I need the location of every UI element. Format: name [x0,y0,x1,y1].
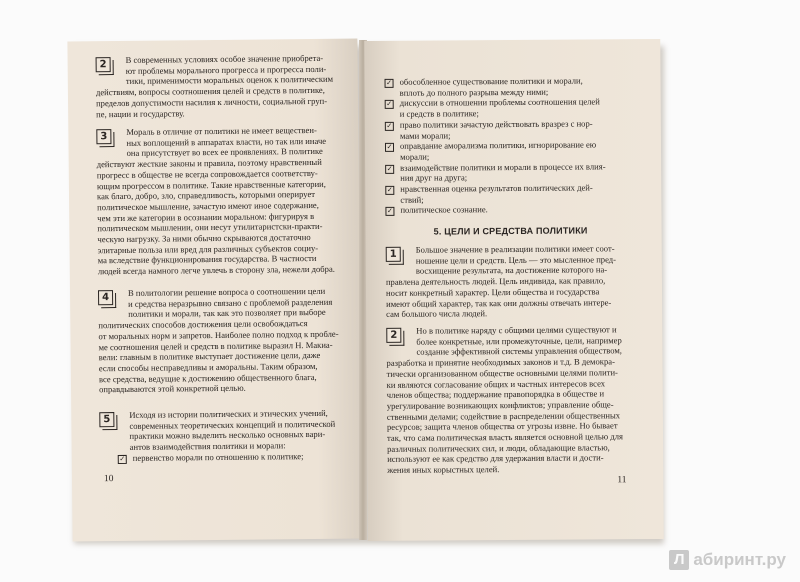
text-line: тически организованном обществе основными целями полити- [386,367,618,379]
text-line: жения иных корыстных целей. [387,464,500,476]
watermark [669,550,786,570]
section-marker: 5 [99,412,114,427]
watermark-text: абиринт.ру [693,550,786,569]
checklist-text: первенство морали по отношению к политике; [132,450,304,463]
page-number: 11 [617,475,627,486]
text-line: тики, применимости моральных оценок к политическим [125,74,334,87]
open-book [70,40,660,540]
text-line: ме соотношения целей и средств в политике выразил Н. Макиа- [98,339,333,352]
right-page [364,39,663,541]
text-line: ма вследствие функционирования государства. В частности [97,253,317,266]
left-section-4 [99,408,338,464]
checklist-text: нравственная оценка результатов политических дей- [400,182,593,194]
text-line: различных политических сил, и люди, обладающие властью, [387,442,610,454]
text-line: так, что сама политическая власть является основной целью для [386,431,623,443]
checklist-text: обособленное существование политики и морали, [399,75,583,87]
text-line: все средства, ведущие к достижению общественного блага, [98,371,317,384]
text-line: носит конкретный характер. Цели общества и государства [385,286,600,298]
text-line: прогресс в обществе не всегда сопровождается соответству- [96,167,318,181]
checklist-item [385,182,635,205]
checkbox-icon: ✓ [386,185,393,194]
text-line: политическом мышлении, они несут утилитаристски-практи- [97,221,323,234]
checkbox-icon: ✓ [386,121,393,130]
text-line: восхищение результата, на достижение которого на- [415,264,608,277]
checklist-text: взаимодействие политики и морали в процессе их влия- [400,160,606,173]
checkbox-icon: ✓ [386,100,393,109]
text-line: ческую нагрузку. За ними обычно скрываются достаточно [97,232,311,245]
left-section-3 [98,286,337,396]
text-line: сам большого числа людей. [386,308,488,320]
checklist-text: морали; [400,151,430,162]
section-marker: 4 [98,290,113,305]
text-line: правлена деятельность людей. Цель индивида, как правило, [385,275,606,288]
checklist-item [385,204,635,217]
checklist-item [100,451,338,464]
left-section-1 [96,53,335,120]
checkbox-icon: ✓ [386,207,393,216]
checkbox-icon: ✓ [386,78,393,87]
text-line: чем эти же категории в осознании моральном: фигурируя в [97,210,315,223]
checkbox-icon: ✓ [386,143,393,152]
text-line: пределов допустимости насилия к личности, социальной груп- [95,95,328,109]
checkbox-icon: ✓ [386,164,393,173]
checkbox-icon: ✓ [119,454,126,463]
text-line: Исходя из истории политических и этических учений, [129,407,328,420]
text-line: вели: главным в политике выступает достижение цели, даже [98,350,321,363]
section-marker: 3 [96,129,111,144]
text-line: ресурсов; защита членов общества от угрозы извне. Но бывает [386,420,618,433]
text-line: если способы несправедливы и аморальны. Таким образом, [98,360,318,374]
text-line: антов взаимодействия политики и морали: [129,440,286,453]
checklist-text: и средств в политике; [399,108,479,119]
checklist-item [385,161,635,184]
right-section-2 [386,324,639,476]
text-line: ных воплощений в аппаратах власти, но так или иначе [126,135,327,148]
text-line: разработка и принятие необходимых законов и т.д. В демокра- [386,356,615,369]
section-marker: 2 [96,57,111,72]
checklist-text: политическое сознание. [400,204,488,216]
text-line: ки являются согласование общих и частных интересов всех [386,377,606,390]
text-line: людей всегда намного легче увлечь в сторону зла, нежели добра. [97,263,335,277]
text-line: элитарные польза или вред для различных субъектов социу- [97,242,319,255]
text-line: и средства неразрывно связано с проблемой разделения [128,296,333,309]
left-section-2 [96,125,336,277]
text-line: действуют жесткие законы и правила, поэтому нравственный [96,156,322,170]
labirint-logo-icon: Л [669,550,689,570]
checklist-item [385,75,635,98]
text-line: она присутствует во всех ее проявлениях. В политике [126,146,323,159]
text-line: урегулирование возникающих конфликтов; управление обще- [386,399,614,411]
text-line: Большое значение в реализации политики имеет соот- [415,243,615,255]
text-line: ношение цели и средств. Цель — это мысленное пред- [415,253,617,266]
text-line: используют ее как средство для удержания власти и дости- [387,452,604,465]
text-line: членов общества; поддержание правопорядка в обществе и [386,388,605,401]
checklist-text: вплоть до полного разрыва между ними; [399,86,549,98]
checklist-item [385,118,635,141]
checklist-text: ствий; [400,194,424,205]
right-section-1 [386,243,639,320]
text-line: В современных условиях особое значение приобрета- [125,52,324,65]
text-line: ющим прогрессом в политике. Такие нравственные категории, [96,178,326,191]
left-page [67,38,362,541]
text-line: политических способов достижения цели освобождаться [98,318,308,331]
checklist-item [385,139,635,162]
text-line: В политологии решение вопроса о соотношении цели [127,285,326,298]
text-line: политики и морали, так как это позволяет при выборе [128,307,326,320]
checklist-text: дискуссии в отношении проблемы соотношения целей [399,96,600,109]
text-line: политическое мышление, зачастую имеют иное содержание, [97,199,319,213]
text-line: современных теоретических концепций и политической [129,418,336,431]
right-checklist [385,75,636,216]
section-marker: 2 [386,328,401,343]
text-line: ственными делами; содействие в распределении общественных [386,409,621,422]
checklist-text: ния друг на друга; [400,172,468,184]
checklist-text: мами морали; [399,129,451,141]
text-line: имеют общий характер, так как они должны отвечать интере- [386,296,612,309]
text-line: оправдываются этой конкретной целью. [98,383,246,395]
checklist-text: оправдание аморализма политики, игнорирование ею [399,139,597,152]
section-heading: 5. ЦЕЛИ И СРЕДСТВА ПОЛИТИКИ [433,225,588,237]
text-line: как благо, добро, зло, справедливость, которыми оперирует [96,189,316,202]
text-line: создание эффективной системы управления обществом, [416,345,622,358]
page-number: 10 [103,474,114,485]
section-marker: 1 [386,247,401,262]
text-line: от моральных норм и запретов. Наиболее полно подход к пробле- [98,328,339,342]
text-line: ют проблемы морального прогресса и прогресса поли- [125,63,327,76]
text-line: Мораль в отличие от политики не имеет веществен- [126,124,317,137]
text-line: Но в политике наряду с общими целями существуют и [416,324,617,336]
checklist-item [385,97,635,120]
text-line: практики можно выделить несколько основных вари- [129,429,326,442]
text-line: пе, нации и государству. [96,107,185,119]
checklist-text: право политики зачастую действовать вразрез с нор- [399,118,593,130]
text-line: действиям, вопросы соотношения целей и средств в политике, [95,84,325,98]
text-line: более конкретные, или промежуточные, цели, например [416,334,622,347]
